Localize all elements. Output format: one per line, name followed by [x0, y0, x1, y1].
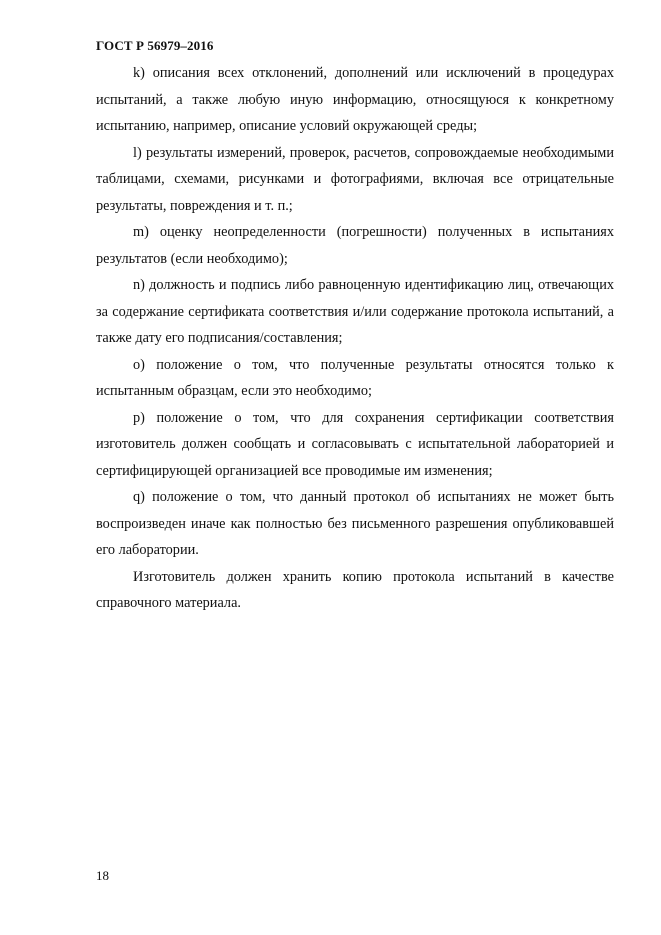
paragraph-item-m: m) оценку неопределенности (погрешности) полученных в испытаниях результатов (если необходимо); [96, 224, 614, 267]
paragraph-closing: Изготовитель должен хранить копию протокола испытаний в качестве справочного материала. [96, 568, 614, 611]
paragraph-item-l: l) результаты измерений, проверок, расчетов, сопровождаемые необходимыми таблицами, схемами, рисунками и фотографиями, включая все отрицательные результаты, повреждения и т. п.; [96, 144, 614, 214]
document-body [96, 60, 614, 617]
page-number: 18 [96, 868, 109, 883]
paragraph-item-o: o) положение о том, что полученные результаты относятся только к испытанным образцам, если это необходимо; [96, 356, 614, 399]
paragraph-item-n: n) должность и подпись либо равноценную идентификацию лиц, отвечающих за содержание сертификата соответствия и/или содержание протокола испытаний, а также дату его подписания/составления; [96, 277, 614, 346]
paragraph-item-p: p) положение о том, что для сохранения сертификации соответствия изготовитель должен сообщать и согласовывать с испытательной лабораторией и сертифицирующей организацией все проводимые им изменения; [96, 409, 614, 479]
paragraph-item-k: k) описания всех отклонений, дополнений или исключений в процедурах испытаний, а также любую иную информацию, относящуюся к конкретному испытанию, например, описание условий окружающей среды; [96, 65, 614, 134]
paragraph-item-q: q) положение о том, что данный протокол об испытаниях не может быть воспроизведен иначе как полностью без письменного разрешения опубликовавшей его лаборатории. [96, 489, 614, 558]
document-header: ГОСТ Р 56979–2016 [96, 38, 214, 53]
